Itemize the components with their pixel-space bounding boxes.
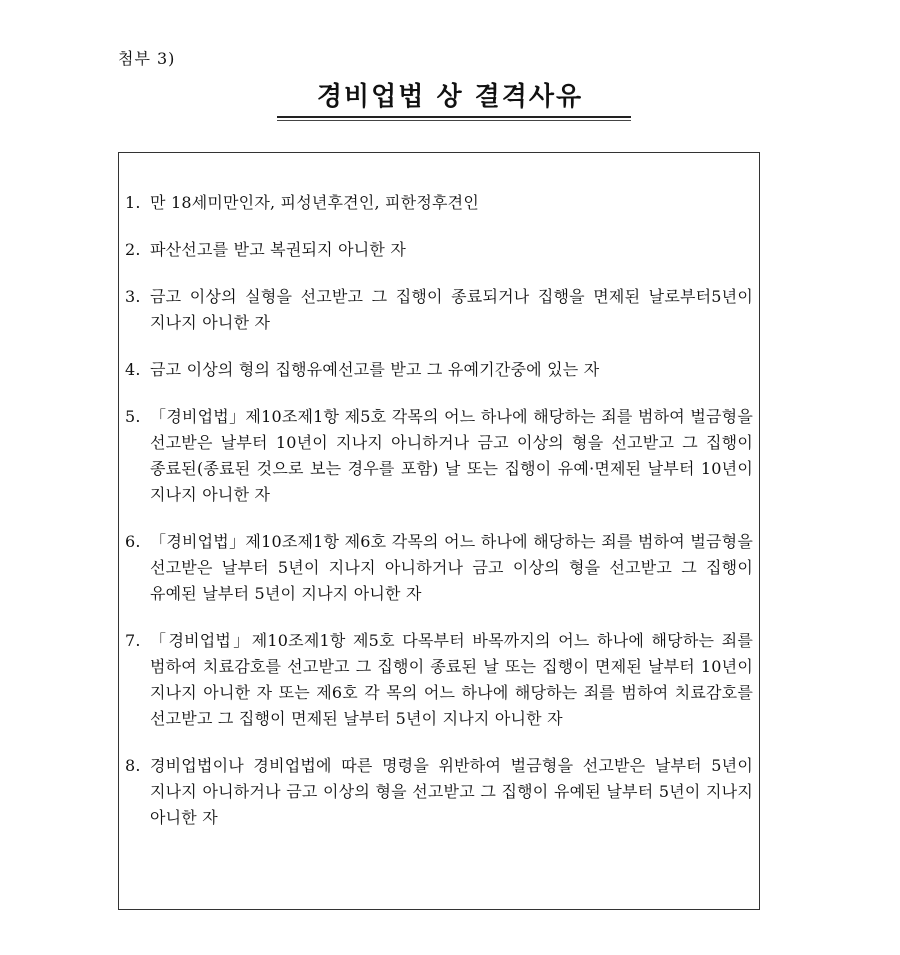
item-text: 금고 이상의 실형을 선고받고 그 집행이 종료되거나 집행을 면제된 날로부터5년이 지나지 아니한 자 xyxy=(150,287,753,332)
item-text: 「경비업법」제10조제1항 제5호 다목부터 바목까지의 어느 하나에 해당하는 죄를 범하여 치료감호를 선고받고 그 집행이 종료된 날 또는 집행이 면제된 날부터 10년이 지나지 아니한 자 또는 제6호 각 목의 어느 하나에 해당하는 죄를 범하여 치료감호를 선고받고 그 집행이 면제된 날부터 5년이 지나지 아니한 자 xyxy=(150,631,753,728)
list-item xyxy=(125,753,753,831)
item-number: 8. xyxy=(125,756,141,775)
list-item xyxy=(125,237,753,263)
item-number: 7. xyxy=(125,631,141,650)
item-number: 6. xyxy=(125,532,141,551)
item-text: 금고 이상의 형의 집행유예선고를 받고 그 유예기간중에 있는 자 xyxy=(150,360,600,379)
item-number: 2. xyxy=(125,240,141,259)
list-item xyxy=(125,357,753,383)
item-text: 만 18세미만인자, 피성년후견인, 피한정후견인 xyxy=(150,193,479,212)
item-number: 3. xyxy=(125,287,141,306)
item-number: 5. xyxy=(125,407,141,426)
item-text: 「경비업법」제10조제1항 제5호 각목의 어느 하나에 해당하는 죄를 범하여 벌금형을 선고받은 날부터 10년이 지나지 아니하거나 금고 이상의 형을 선고받고 그 집행이 종료된(종료된 것으로 보는 경우를 포함) 날 또는 집행이 유예·면제된 날부터 10년이 지나지 아니한 자 xyxy=(150,407,753,504)
title-underline-thin xyxy=(277,120,631,121)
title-underline xyxy=(277,116,631,118)
disqualification-list xyxy=(125,190,753,831)
item-text: 파산선고를 받고 복권되지 아니한 자 xyxy=(150,240,406,259)
list-item xyxy=(125,284,753,336)
list-item xyxy=(125,628,753,732)
item-text: 「경비업법」제10조제1항 제6호 각목의 어느 하나에 해당하는 죄를 범하여 벌금형을 선고받은 날부터 5년이 지나지 아니하거나 금고 이상의 형을 선고받고 그 집행이 유예된 날부터 5년이 지나지 아니한 자 xyxy=(150,532,753,603)
list-item xyxy=(125,404,753,508)
list-item xyxy=(125,529,753,607)
attachment-label: 첨부 3) xyxy=(118,49,176,68)
list-item xyxy=(125,190,753,216)
item-number: 4. xyxy=(125,360,141,379)
page-title: 경비업법 상 결격사유 xyxy=(316,82,584,112)
item-number: 1. xyxy=(125,193,141,212)
item-text: 경비업법이나 경비업법에 따른 명령을 위반하여 벌금형을 선고받은 날부터 5년이 지나지 아니하거나 금고 이상의 형을 선고받고 그 집행이 유예된 날부터 5년이 지나지 아니한 자 xyxy=(150,756,753,827)
